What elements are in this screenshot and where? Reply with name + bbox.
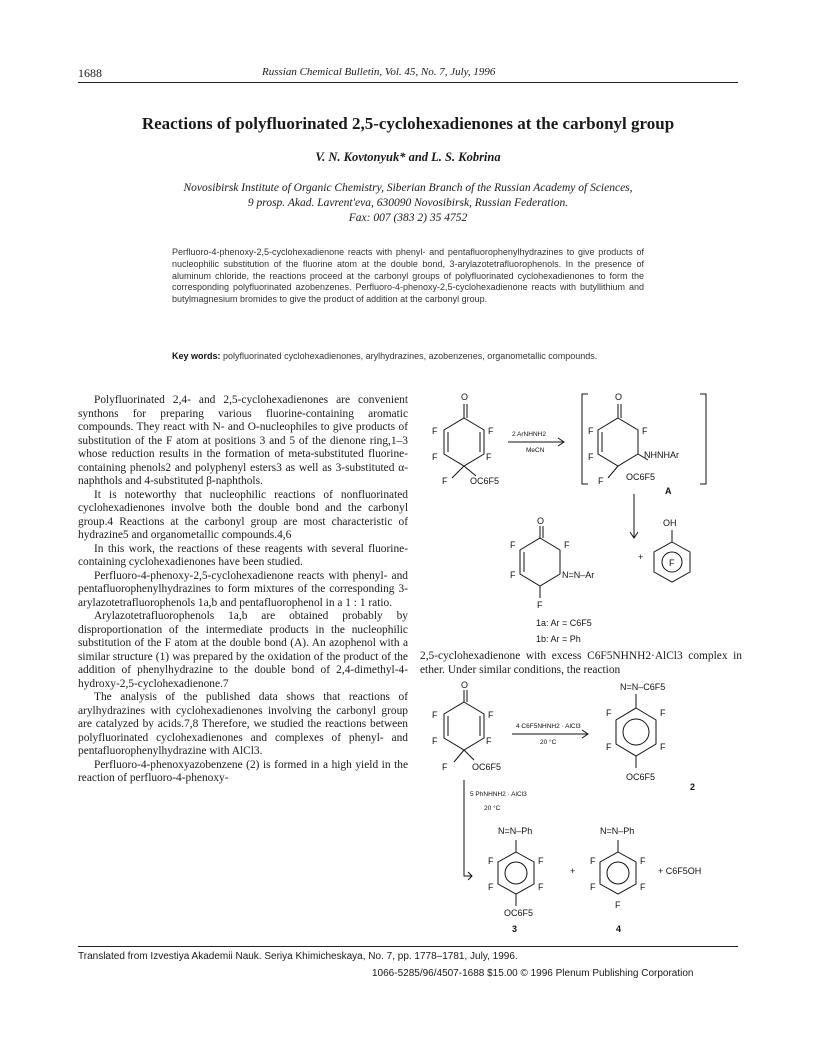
scheme-F: F — [442, 762, 448, 772]
keywords-label: Key words: — [172, 351, 221, 361]
scheme-NN-C6F5: N=N–C6F5 — [620, 682, 666, 692]
affiliation-line-2: 9 prosp. Akad. Lavrent'eva, 630090 Novosibirsk, Russian Federation. — [247, 197, 569, 209]
paragraph: Perfluoro-4-phenoxy-2,5-cyclohexadienone reacts with phenyl- and pentafluorophenylhydrazines to form mixtures of the corresponding 3-arylazotetrafluorophenols 1a,b and pentafluorophenol in a 1 : 1 ratio. — [78, 569, 408, 609]
scheme-NN-Ph: N=N–Ph — [600, 826, 635, 836]
scheme-F: F — [598, 476, 604, 486]
scheme-F: F — [432, 710, 438, 720]
scheme-F: F — [669, 558, 675, 568]
scheme-F: F — [537, 600, 543, 610]
scheme-plus: + — [638, 552, 644, 562]
scheme-NN-Ph: N=N–Ph — [498, 826, 533, 836]
compound-2-label: 2 — [690, 782, 696, 792]
scheme-F: F — [488, 882, 494, 892]
scheme-F: F — [588, 426, 594, 436]
keywords-text: polyfluorinated cyclohexadienones, arylhydrazines, azobenzenes, organometallic compounds. — [223, 351, 598, 361]
reagent-top: 4 C6F5NHNH2 · AlCl3 — [516, 723, 581, 730]
translation-note: Translated from Izvestiya Akademii Nauk. Seriya Khimicheskaya, No. 7, pp. 1778–1781, July, 1996. — [78, 951, 518, 962]
scheme-F: F — [538, 882, 544, 892]
reaction-scheme-2 — [412, 680, 742, 936]
scheme-F: F — [615, 900, 621, 910]
scheme-F: F — [606, 742, 612, 752]
reagent-bottom: MeCN — [526, 447, 545, 454]
journal-header: Russian Chemical Bulletin, Vol. 45, No. 7, July, 1996 — [262, 66, 496, 78]
scheme-F: F — [606, 708, 612, 718]
scheme-F: F — [432, 452, 438, 462]
scheme-F: F — [564, 540, 570, 550]
scheme-F: F — [488, 856, 494, 866]
scheme-F: F — [640, 882, 646, 892]
paragraph: It is noteworthy that nucleophilic reactions of nonfluorinated cyclohexadienones involve both the double bond and the carbonyl group.4 Reactions at the carbonyl group are most characteristic of hydrazine5 and organometallic compounds.4,6 — [78, 488, 408, 541]
copyright-line: 1066-5285/96/4507-1688 $15.00 © 1996 Plenum Publishing Corporation — [372, 968, 694, 979]
scheme-F: F — [442, 476, 448, 486]
reagent-top: 2 ArNHNH2 — [512, 431, 546, 438]
paragraph: Polyfluorinated 2,4- and 2,5-cyclohexadienones are convenient synthons for preparing various fluorine-containing aromatic compounds. They react with N- and O-nucleophiles to give products of substitution of the F atom at positions 3 and 5 of the dienone ring,1–3 whose reduction results in the formation of meta-substituted fluorine-containing phenols2 and polyphenyl esters3 as well as 3-substituted α-naphthols and 4-substituted β-naphthols. — [78, 394, 408, 487]
reaction-scheme-1 — [412, 388, 742, 650]
intermediate-A-label: A — [665, 486, 672, 496]
scheme-OC6F5: OC6F5 — [626, 472, 656, 482]
body-left-column — [78, 394, 408, 786]
body-right-column: 2,5-cyclohexadienone with excess C6F5NHNH2·AlCl3 complex in ether. Under similar conditions, the reaction — [420, 650, 742, 676]
footer-rule — [78, 946, 738, 947]
keywords — [172, 351, 644, 363]
authors: V. N. Kovtonyuk* and L. S. Kobrina — [315, 150, 501, 164]
compound-4-label: 4 — [616, 924, 622, 934]
scheme-plus: + — [570, 866, 576, 876]
scheme-OC6F5: OC6F5 — [504, 908, 534, 918]
scheme-O: O — [461, 680, 469, 690]
scheme-F: F — [588, 452, 594, 462]
paragraph: In this work, the reactions of these reagents with several fluorine-containing cyclohexadienones have been studied. — [78, 542, 408, 568]
reagent-bottom: 20 °C — [540, 739, 557, 746]
scheme-OC6F5: OC6F5 — [470, 476, 500, 486]
scheme-F: F — [538, 856, 544, 866]
scheme-O: O — [461, 392, 469, 402]
scheme-F: F — [510, 570, 516, 580]
label-1b: 1b: Ar = Ph — [536, 634, 581, 644]
affiliation-line-1: Novosibirsk Institute of Organic Chemistry, Siberian Branch of the Russian Academy of Sciences, — [183, 182, 633, 194]
scheme-F: F — [590, 856, 596, 866]
scheme-F: F — [432, 736, 438, 746]
scheme-F: F — [640, 856, 646, 866]
scheme-O: O — [615, 392, 623, 402]
scheme-F: F — [486, 736, 492, 746]
reagent2-top: 5 PhNHNH2 · AlCl3 — [470, 791, 527, 798]
compound-3-label: 3 — [512, 924, 518, 934]
scheme-O: O — [537, 516, 545, 526]
scheme-F: F — [432, 426, 438, 436]
scheme-OC6F5: OC6F5 — [472, 762, 502, 772]
affiliation-line-3: Fax: 007 (383 2) 35 4752 — [348, 212, 468, 224]
reagent2-bottom: 20 °C — [484, 805, 501, 812]
paragraph: The analysis of the published data shows that reactions of arylhydrazines with cyclohexadienones involving the carbonyl group are catalyzed by acids.7,8 Therefore, we studied the reactions between polyfluorinated cyclohexadienones and complexes of phenyl- and pentafluorophenylhydrazine with AlCl3. — [78, 691, 408, 757]
paragraph: Perfluoro-4-phenoxyazobenzene (2) is formed in a high yield in the reaction of perfluoro-4-phenoxy- — [78, 758, 408, 784]
affiliation — [60, 181, 756, 226]
scheme-NHNHAr: NHNHAr — [644, 450, 679, 460]
scheme-F: F — [488, 426, 494, 436]
scheme-F: F — [486, 452, 492, 462]
scheme-F: F — [590, 882, 596, 892]
scheme-NNAr: N=N–Ar — [562, 570, 595, 580]
scheme-extra-product: + C6F5OH — [658, 866, 702, 876]
page-number: 1688 — [78, 66, 102, 80]
paragraph: Arylazotetrafluorophenols 1a,b are obtained probably by disproportionation of the intermediate products in the nucleophilic substitution of the F atom at the double bond (A). An azophenol with a similar structure (1) was prepared by the oxidation of the product of the addition of phenylhydrazine to the double bond of 2,4-dimethyl-4-hydroxy-2,5-cyclohexadienone.7 — [78, 610, 408, 690]
scheme-F: F — [488, 710, 494, 720]
scheme-F: F — [660, 708, 666, 718]
scheme-OC6F5: OC6F5 — [626, 772, 656, 782]
label-1a: 1a: Ar = C6F5 — [536, 618, 592, 628]
scheme-F: F — [660, 742, 666, 752]
scheme-F: F — [642, 426, 648, 436]
header-rule — [78, 82, 738, 83]
scheme-OH: OH — [663, 518, 677, 528]
abstract: Perfluoro-4-phenoxy-2,5-cyclohexadienone reacts with phenyl- and pentafluorophenylhydrazines to give products of nucleophilic substitution of the fluorine atom at the double bond, 3-arylazotetrafluorophenols. In the presence of aluminum chloride, the reactions proceed at the carbonyl groups of polyfluorinated cyclohexadienones to form the corresponding polyfluorinated azobenzenes. Perfluoro-4-phenoxy-2,5-cyclohexadienone reacts with butyllithium and butylmagnesium bromides to give the product of addition at the carbonyl group. — [172, 247, 644, 305]
scheme-F: F — [510, 540, 516, 550]
paper-title: Reactions of polyfluorinated 2,5-cyclohexadienones at the carbonyl group — [141, 114, 675, 133]
